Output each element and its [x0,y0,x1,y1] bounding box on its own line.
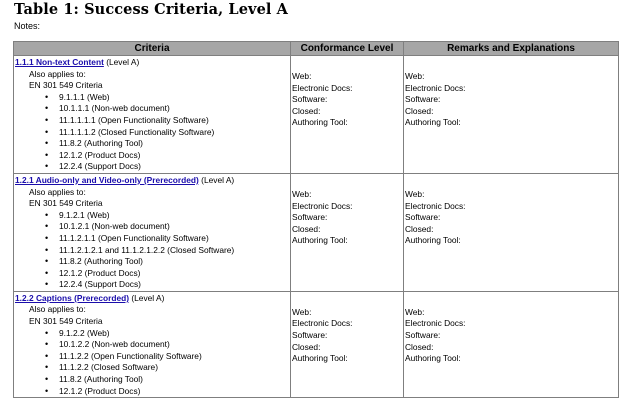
criterion-link[interactable]: 1.2.1 Audio-only and Video-only (Prerecorded) [15,174,199,185]
field-label: Software: [405,212,441,223]
list-item: • 11.8.2 (Authoring Tool) [45,138,290,150]
list-item: • 11.1.2.2 (Open Functionality Software) [45,351,290,363]
success-criteria-table [13,41,619,398]
field-label: Electronic Docs: [292,318,353,329]
table-header-row [14,42,619,56]
criterion-link[interactable]: 1.1.1 Non-text Content [15,57,104,67]
en-criteria-list [15,328,290,398]
en-criteria-label: EN 301 549 Criteria [29,198,103,209]
also-applies-label: Also applies to: [29,304,86,315]
field-label: Web: [405,306,425,317]
field-label: Web: [405,188,425,199]
criterion-level: (Level A) [201,174,235,185]
list-item: • 12.1.2 (Product Docs) [45,386,290,398]
list-item: • 12.1.2 (Product Docs) [45,150,290,162]
criteria-cell [14,291,291,397]
field-label: Software: [405,94,441,105]
field-label: Closed: [292,105,321,116]
criterion-level: (Level A) [106,57,140,67]
list-item: • 11.1.2.1.2.1 and 11.1.2.1.2.2 (Closed Software) [45,245,290,257]
field-label: Software: [292,330,328,341]
field-label: Authoring Tool: [405,235,461,246]
field-label: Electronic Docs: [292,200,353,211]
en-criteria-list [15,210,290,291]
field-label: Electronic Docs: [405,200,466,211]
field-label: Closed: [405,105,434,116]
list-item: • 11.1.1.1.1 (Open Functionality Software) [45,115,290,127]
field-label: Electronic Docs: [292,82,353,93]
header-remarks: Remarks and Explanations [404,42,619,56]
field-label: Software: [292,212,328,223]
conformance-cell [291,173,404,291]
also-applies-label: Also applies to: [29,68,86,79]
list-item: • 10.1.2.1 (Non-web document) [45,221,290,233]
field-label: Electronic Docs: [405,318,466,329]
list-item: • 11.1.2.2 (Closed Software) [45,362,290,374]
field-label: Web: [292,188,312,199]
list-item: • 10.1.2.2 (Non-web document) [45,339,290,351]
table-row [14,291,619,397]
remarks-cell [404,56,619,174]
conformance-cell [291,291,404,397]
field-label: Authoring Tool: [292,117,348,128]
also-applies-label: Also applies to: [29,186,86,197]
table-title: Table 1: Success Criteria, Level A [14,1,289,18]
table-row [14,173,619,291]
field-label: Authoring Tool: [405,353,461,364]
list-item: • 11.8.2 (Authoring Tool) [45,256,290,268]
table-row [14,56,619,174]
list-item: • 12.2.4 (Support Docs) [45,279,290,291]
en-criteria-label: EN 301 549 Criteria [29,316,103,327]
field-label: Closed: [405,223,434,234]
field-label: Web: [292,306,312,317]
field-label: Authoring Tool: [405,117,461,128]
list-item: • 12.2.4 (Support Docs) [45,161,290,173]
field-label: Software: [405,330,441,341]
field-label: Web: [292,71,312,81]
list-item: • 11.1.1.1.2 (Closed Functionality Software) [45,127,290,139]
criteria-cell [14,173,291,291]
field-label: Closed: [405,341,434,352]
criterion-link[interactable]: 1.2.2 Captions (Prerecorded) [15,292,130,303]
list-item: • 12.1.2 (Product Docs) [45,268,290,280]
list-item: • 9.1.2.2 (Web) [45,328,290,340]
field-label: Web: [405,71,425,81]
field-label: Electronic Docs: [405,82,466,93]
list-item: • 9.1.1.1 (Web) [45,92,290,104]
remarks-cell [404,173,619,291]
remarks-cell [404,291,619,397]
field-label: Closed: [292,341,321,352]
list-item: • 11.1.2.1.1 (Open Functionality Software) [45,233,290,245]
header-criteria: Criteria [14,42,291,56]
list-item: • 10.1.1.1 (Non-web document) [45,103,290,115]
notes-label: Notes: [14,21,41,31]
criteria-cell [14,56,291,174]
field-label: Closed: [292,223,321,234]
header-conformance-level: Conformance Level [291,42,404,56]
field-label: Authoring Tool: [292,235,348,246]
conformance-cell [291,56,404,174]
en-criteria-label: EN 301 549 Criteria [29,80,103,91]
field-label: Authoring Tool: [292,353,348,364]
en-criteria-list [15,92,290,173]
table-body [14,56,619,398]
list-item: • 9.1.2.1 (Web) [45,210,290,222]
list-item: • 11.8.2 (Authoring Tool) [45,374,290,386]
criterion-level: (Level A) [131,292,165,303]
field-label: Software: [292,94,328,105]
